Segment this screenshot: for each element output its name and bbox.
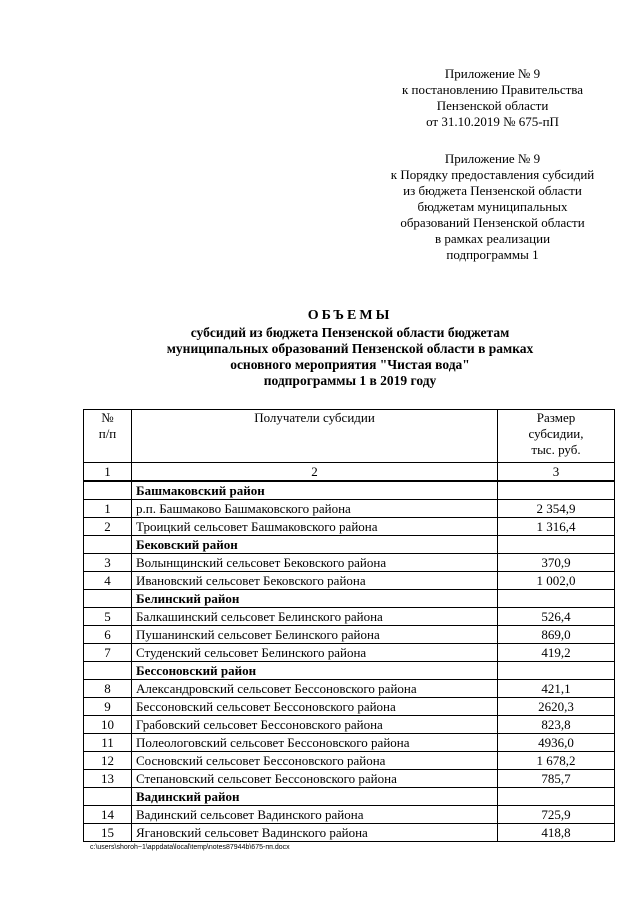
title-line: основного мероприятия "Чистая вода" (230, 357, 470, 372)
appendix-note-subsidy-procedure (360, 151, 625, 263)
table-row (84, 680, 615, 698)
subsidy-amount: 823,8 (498, 716, 615, 734)
table-header (84, 410, 615, 463)
table-row (84, 770, 615, 788)
table-row (84, 824, 615, 842)
subsidy-amount: 418,8 (498, 824, 615, 842)
appendix-line: подпрограммы 1 (446, 247, 539, 262)
subsidy-amount: 2 354,9 (498, 500, 615, 518)
district-name: Бековский район (132, 536, 498, 554)
title-line: субсидий из бюджета Пензенской области бюджетам (190, 325, 510, 340)
table-row (84, 608, 615, 626)
header-text: № (101, 410, 114, 425)
header-text: Получатели субсидии (254, 410, 375, 425)
subsidy-amount (498, 662, 615, 680)
recipient-name: Троицкий сельсовет Башмаковского района (132, 518, 498, 536)
column-index: 1 (84, 463, 132, 482)
subsidy-amount (498, 788, 615, 806)
table-row (84, 500, 615, 518)
header-text: тыс. руб. (531, 442, 581, 457)
row-number: 13 (84, 770, 132, 788)
recipient-name: Пушанинский сельсовет Белинского района (132, 626, 498, 644)
appendix-line: образований Пензенской области (400, 215, 585, 230)
column-index-row (84, 463, 615, 482)
appendix-line: Приложение № 9 (444, 66, 541, 81)
appendix-line: в рамках реализации (434, 231, 551, 246)
table-row (84, 572, 615, 590)
recipient-name: Степановский сельсовет Бессоновского района (132, 770, 498, 788)
subsidy-amount: 1 678,2 (498, 752, 615, 770)
recipient-name: Волынщинский сельсовет Бековского района (132, 554, 498, 572)
district-row (84, 481, 615, 500)
row-number (84, 481, 132, 500)
row-number: 14 (84, 806, 132, 824)
header-text: п/п (98, 426, 117, 441)
row-number: 15 (84, 824, 132, 842)
row-number (84, 788, 132, 806)
column-header-recipients (132, 410, 498, 463)
table-row (84, 734, 615, 752)
row-number: 8 (84, 680, 132, 698)
row-number (84, 662, 132, 680)
row-number (84, 536, 132, 554)
recipient-name: Ягановский сельсовет Вадинского района (132, 824, 498, 842)
table-row (84, 644, 615, 662)
document-title (100, 308, 600, 389)
recipient-name: Грабовский сельсовет Бессоновского района (132, 716, 498, 734)
table-body (84, 463, 615, 842)
row-number: 7 (84, 644, 132, 662)
table-row (84, 806, 615, 824)
recipient-name: р.п. Башмаково Башмаковского района (132, 500, 498, 518)
subsidy-amount: 1 002,0 (498, 572, 615, 590)
recipient-name: Студенский сельсовет Белинского района (132, 644, 498, 662)
subsidy-amount (498, 536, 615, 554)
row-number: 4 (84, 572, 132, 590)
row-number: 2 (84, 518, 132, 536)
title-line: муниципальных образований Пензенской области в рамках (166, 341, 534, 356)
appendix-note-government-resolution (360, 66, 625, 130)
row-number: 6 (84, 626, 132, 644)
row-number: 9 (84, 698, 132, 716)
column-index: 3 (498, 463, 615, 482)
district-name: Вадинский район (132, 788, 498, 806)
recipient-name: Вадинский сельсовет Вадинского района (132, 806, 498, 824)
subsidy-amount: 1 316,4 (498, 518, 615, 536)
row-number: 5 (84, 608, 132, 626)
row-number: 10 (84, 716, 132, 734)
row-number: 11 (84, 734, 132, 752)
subsidy-amount: 4936,0 (498, 734, 615, 752)
column-index: 2 (132, 463, 498, 482)
table-row (84, 716, 615, 734)
table-row (84, 518, 615, 536)
subsidy-amount: 421,1 (498, 680, 615, 698)
appendix-line: Приложение № 9 (444, 151, 541, 166)
recipient-name: Александровский сельсовет Бессоновского района (132, 680, 498, 698)
subsidy-amount: 725,9 (498, 806, 615, 824)
table-row (84, 554, 615, 572)
title-line: подпрограммы 1 в 2019 году (263, 373, 437, 388)
appendix-line: к Порядку предоставления субсидий (390, 167, 595, 182)
appendix-line: Пензенской области (436, 98, 549, 113)
subsidy-amount: 419,2 (498, 644, 615, 662)
file-path-footer: c:\users\shoroh~1\appdata\local\temp\notes87944b\675-пп.docx (90, 844, 290, 851)
table-row (84, 626, 615, 644)
subsidy-amount: 2620,3 (498, 698, 615, 716)
appendix-line: к постановлению Правительства (401, 82, 584, 97)
subsidy-amount (498, 481, 615, 500)
recipient-name: Бессоновский сельсовет Бессоновского района (132, 698, 498, 716)
column-header-amount (498, 410, 615, 463)
header-text: субсидии, (528, 426, 584, 441)
table-row (84, 698, 615, 716)
district-name: Башмаковский район (132, 481, 498, 500)
subsidy-amount: 869,0 (498, 626, 615, 644)
district-row (84, 788, 615, 806)
recipient-name: Сосновский сельсовет Бессоновского района (132, 752, 498, 770)
district-row (84, 662, 615, 680)
recipient-name: Балкашинский сельсовет Белинского района (132, 608, 498, 626)
appendix-line: из бюджета Пензенской области (403, 183, 582, 198)
subsidy-amount: 526,4 (498, 608, 615, 626)
subsidy-amount (498, 590, 615, 608)
row-number (84, 590, 132, 608)
table-row (84, 752, 615, 770)
subsidy-amount: 785,7 (498, 770, 615, 788)
district-name: Бессоновский район (132, 662, 498, 680)
subsidy-table (83, 409, 615, 842)
appendix-line: от 31.10.2019 № 675-пП (426, 114, 559, 129)
title-heading: ОБЪЕМЫ (307, 308, 393, 323)
row-number: 1 (84, 500, 132, 518)
district-name: Белинский район (132, 590, 498, 608)
recipient-name: Ивановский сельсовет Бековского района (132, 572, 498, 590)
column-header-number (84, 410, 132, 463)
appendix-line: бюджетам муниципальных (417, 199, 568, 214)
district-row (84, 536, 615, 554)
district-row (84, 590, 615, 608)
header-text: Размер (536, 410, 576, 425)
row-number: 12 (84, 752, 132, 770)
subsidy-amount: 370,9 (498, 554, 615, 572)
row-number: 3 (84, 554, 132, 572)
recipient-name: Полеологовский сельсовет Бессоновского района (132, 734, 498, 752)
